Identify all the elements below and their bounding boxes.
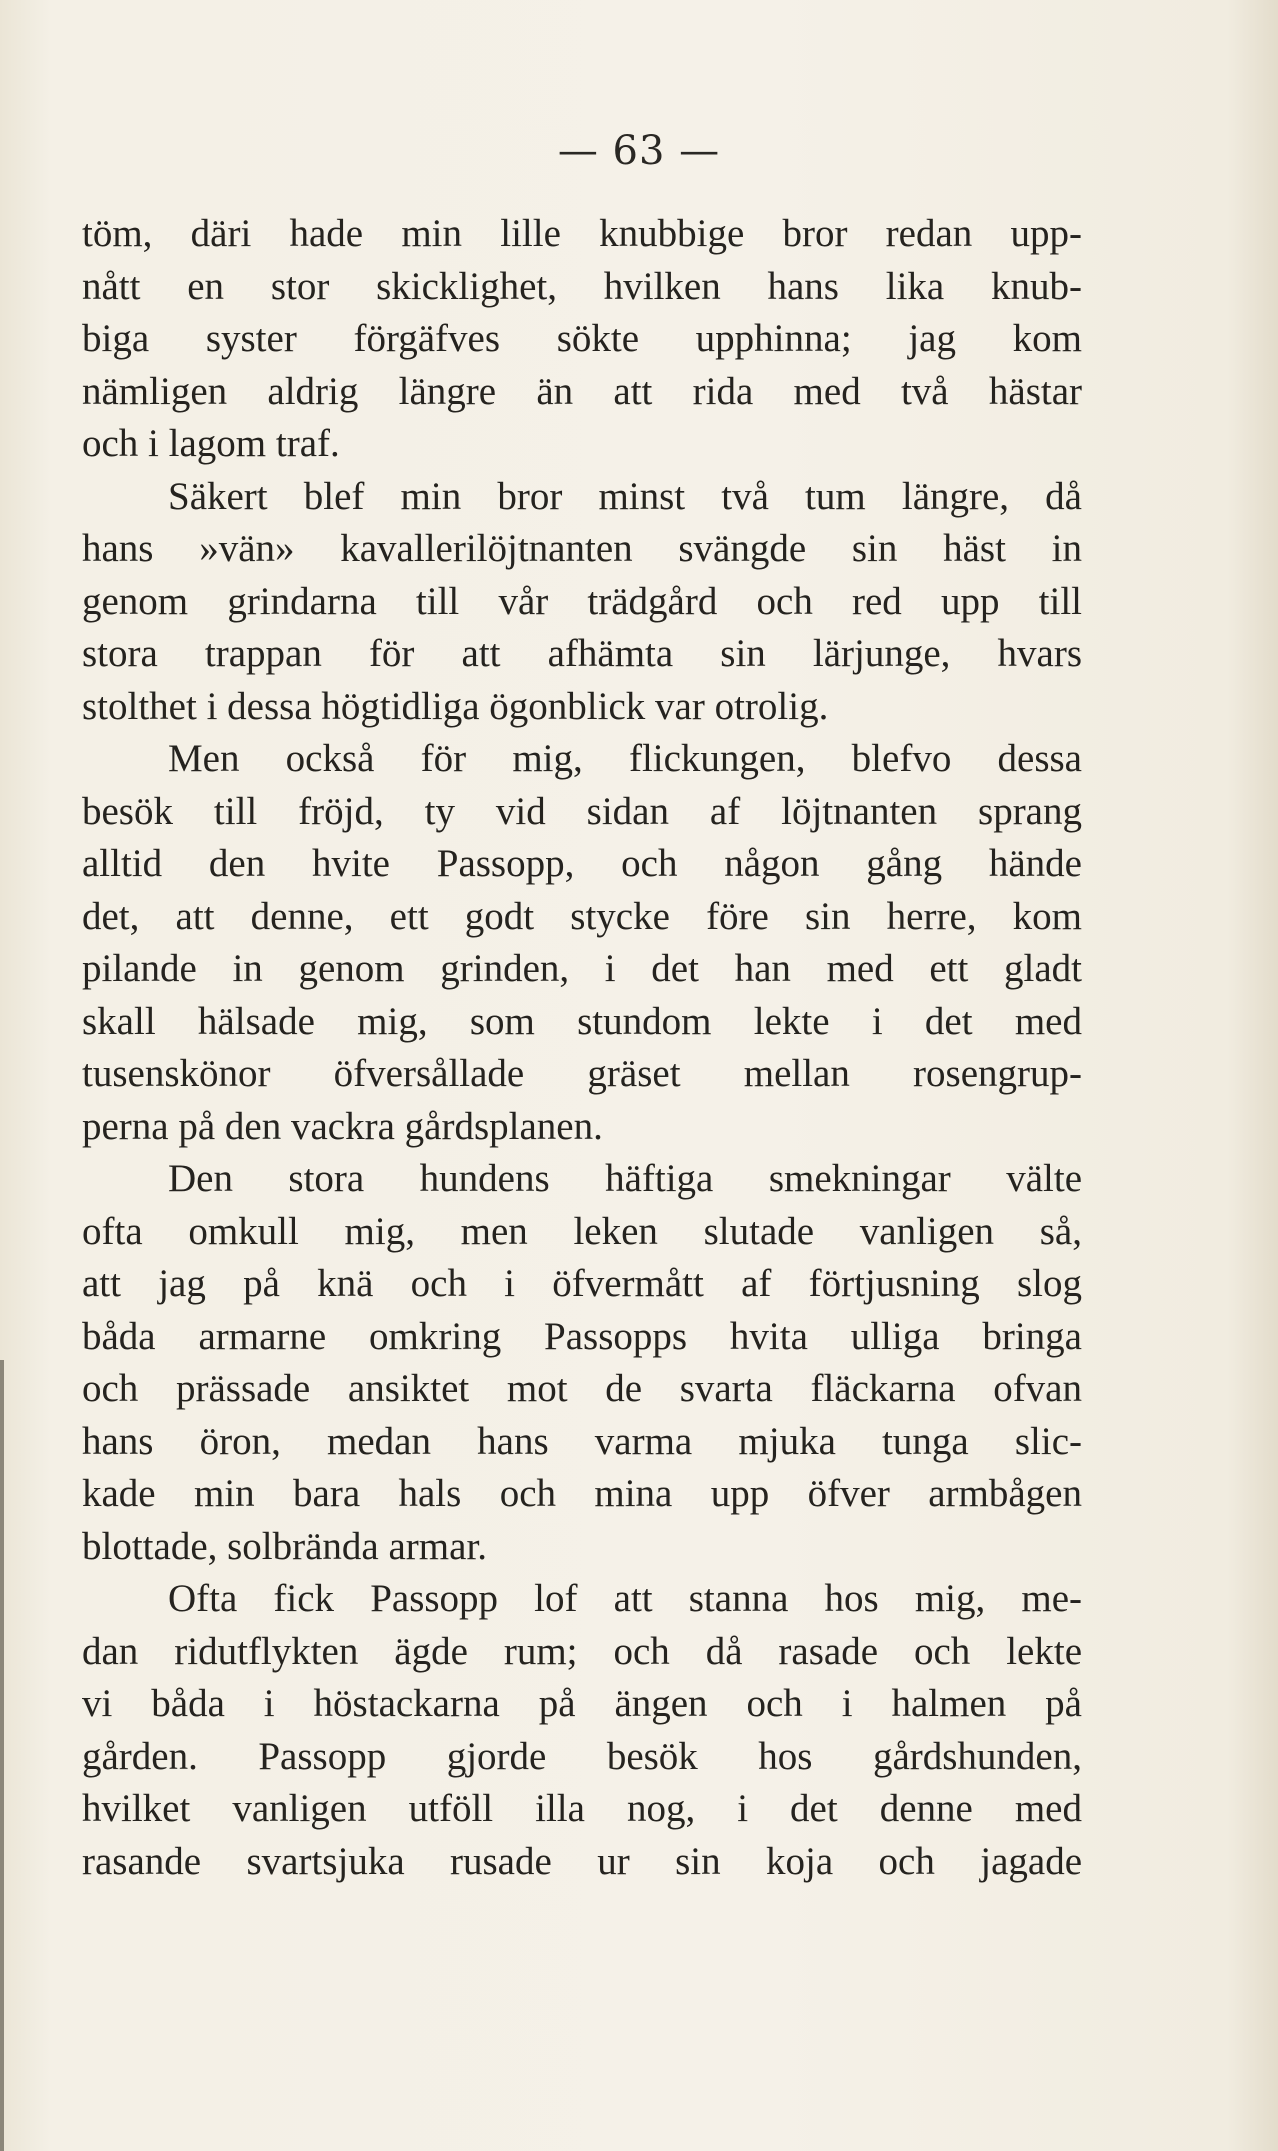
text-line: skall hälsade mig, som stundom lekte i det med — [82, 999, 1082, 1043]
text-line: och i lagom traf. — [82, 422, 340, 465]
text-line: biga syster förgäfves sökte upphinna; jag kom — [82, 317, 1082, 360]
text-line: dan ridutflykten ägde rum; och då rasade och lekte — [82, 1629, 1082, 1673]
text-line: besök till fröjd, ty vid sidan af löjtnanten sprang — [82, 789, 1082, 833]
body-text — [82, 208, 1082, 1888]
text-line: och prässade ansiktet mot de svarta fläckarna ofvan — [82, 1367, 1082, 1410]
text-line: töm, däri hade min lille knubbige bror redan upp- — [82, 212, 1082, 255]
text-line: genom grindarna till vår trädgård och red upp till — [82, 579, 1082, 623]
page-edge-shadow — [0, 1360, 4, 2151]
text-line: Men också för mig, flickungen, blefvo dessa — [168, 737, 1082, 780]
text-line: att jag på knä och i öfvermått af förtjusning slog — [82, 1262, 1082, 1305]
text-line: gården. Passopp gjorde besök hos gårdshunden, — [82, 1734, 1082, 1778]
text-line: det, att denne, ett godt stycke före sin herre, kom — [82, 894, 1082, 938]
text-line: Säkert blef min bror minst två tum längre, då — [168, 474, 1082, 518]
text-line: kade min bara hals och mina upp öfver armbågen — [82, 1472, 1082, 1515]
text-line: rasande svartsjuka rusade ur sin koja och jagade — [82, 1839, 1082, 1883]
text-line: ofta omkull mig, men leken slutade vanligen så, — [82, 1209, 1082, 1253]
text-line: Den stora hundens häftiga smekningar välte — [168, 1157, 1082, 1200]
text-line: nämligen aldrig längre än att rida med två hästar — [82, 369, 1082, 413]
text-line: alltid den hvite Passopp, och någon gång hände — [82, 842, 1082, 885]
text-line: pilande in genom grinden, i det han med ett gladt — [82, 947, 1082, 990]
text-line: hans »vän» kavallerilöjtnanten svängde sin häst in — [82, 527, 1082, 570]
text-line: vi båda i höstackarna på ängen och i halmen på — [82, 1682, 1082, 1725]
text-line: tusenskönor öfversållade gräset mellan rosengrup- — [82, 1052, 1082, 1095]
text-line: Ofta fick Passopp lof att stanna hos mig, me- — [168, 1577, 1082, 1620]
text-line: hvilket vanligen utföll illa nog, i det denne med — [82, 1787, 1082, 1830]
text-line: båda armarne omkring Passopps hvita ulliga bringa — [82, 1314, 1082, 1358]
page-number: — 63 — — [557, 128, 721, 174]
text-line: stolthet i dessa högtidliga ögonblick var otrolig. — [82, 684, 829, 728]
text-line: nått en stor skicklighet, hvilken hans lika knub- — [82, 264, 1082, 308]
text-line: perna på den vackra gårdsplanen. — [82, 1104, 603, 1148]
text-line: stora trappan för att afhämta sin lärjunge, hvars — [82, 632, 1082, 675]
text-line: blottade, solbrända armar. — [82, 1524, 488, 1568]
text-line: hans öron, medan hans varma mjuka tunga slic- — [82, 1419, 1082, 1463]
